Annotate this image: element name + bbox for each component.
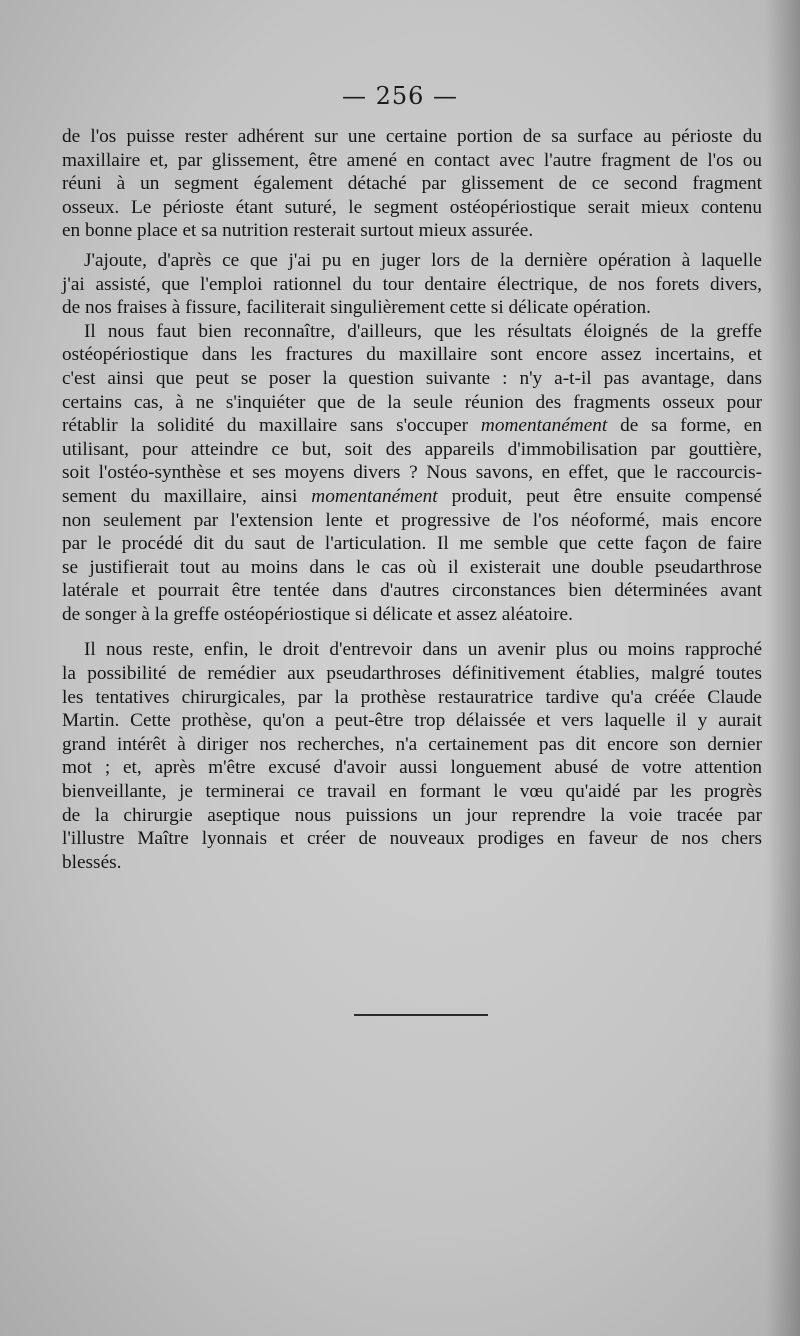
text-line: non seulement par l'extension lente et progressive de l'os néoformé, mais encore — [62, 509, 762, 531]
text-line: certains cas, à ne s'inquiéter que de la seule réunion des fragments osseux pour — [62, 391, 762, 413]
text-line: de l'os puisse rester adhérent sur une certaine portion de sa surface au périoste du — [62, 126, 762, 147]
text-line: maxillaire et, par glissement, être amené en contact avec l'autre fragment de l'os ou — [62, 149, 762, 171]
text-line: en bonne place et sa nutrition resterait surtout mieux assurée. — [62, 220, 534, 242]
text-line: soit l'ostéo-synthèse et ses moyens divers ? Nous savons, en effet, que le raccourcis- — [62, 462, 762, 484]
text-line: c'est ainsi que peut se poser la question suivante : n'y a-t-il pas avantage, dans — [62, 367, 762, 389]
text-line: l'illustre Maître lyonnais et créer de nouveaux prodiges en faveur de nos chers — [62, 828, 762, 850]
page-number: — 256 — — [341, 82, 459, 110]
body-text — [62, 125, 762, 874]
text-line: Martin. Cette prothèse, qu'on a peut-être trop délaissée et vers laquelle il y aurait — [62, 710, 762, 732]
text-line: utilisant, pour atteindre ce but, soit des appareils d'immobilisation par gouttière, — [62, 438, 762, 460]
end-rule — [354, 1014, 488, 1016]
text-line: ostéopériostique dans les fractures du maxillaire sont encore assez incertains, et — [62, 344, 762, 366]
text-line: blessés. — [62, 851, 122, 873]
text-line: bienveillante, je terminerai ce travail en formant le vœu qu'aidé par les progrès — [62, 781, 762, 803]
text-line: rétablir la solidité du maxillaire sans s'occuper momentanément de sa forme, en — [62, 415, 762, 437]
text-line: Il nous faut bien reconnaître, d'ailleurs, que les résultats éloignés de la greffe — [84, 320, 762, 342]
text-line: la possibilité de remédier aux pseudarthroses définitivement établies, malgré toutes — [62, 663, 762, 685]
text-line: se justifierait tout au moins dans le cas où il existerait une double pseudarthrose — [62, 556, 762, 578]
text-line: mot ; et, après m'être excusé d'avoir aussi longuement abusé de votre attention — [62, 757, 762, 779]
text-line: J'ajoute, d'après ce que j'ai pu en juger lors de la dernière opération à laquelle — [84, 249, 762, 271]
text-line: de songer à la greffe ostéopériostique si délicate et assez aléatoire. — [62, 603, 573, 625]
text-line: de la chirurgie aseptique nous puissions un jour reprendre la voie tracée par — [62, 804, 762, 826]
paragraph — [62, 320, 762, 627]
page-edge-shadow — [766, 0, 800, 1336]
paragraph — [62, 125, 762, 243]
text-line: j'ai assisté, que l'emploi rationnel du tour dentaire électrique, de nos forets divers, — [62, 273, 762, 295]
paragraph — [62, 249, 762, 320]
text-line: Il nous reste, enfin, le droit d'entrevoir dans un avenir plus ou moins rapproché — [84, 639, 762, 661]
text-line: réuni à un segment également détaché par glissement de ce second fragment — [62, 173, 762, 195]
text-line: les tentatives chirurgicales, par la prothèse restauratrice tardive qu'a créée Claude — [62, 686, 762, 708]
text-line: sement du maxillaire, ainsi momentanément produit, peut être ensuite compensé — [62, 485, 762, 507]
paragraph — [62, 638, 762, 874]
text-line: grand intérêt à diriger nos recherches, n'a certainement pas dit encore son dernier — [62, 733, 762, 755]
text-line: par le procédé dit du saut de l'articulation. Il me semble que cette façon de faire — [62, 533, 762, 555]
text-line: osseux. Le périoste étant suturé, le segment ostéopériostique serait mieux contenu — [62, 196, 762, 218]
text-line: de nos fraises à fissure, faciliterait singulièrement cette si délicate opération. — [62, 297, 651, 319]
text-line: latérale et pourrait être tentée dans d'autres circonstances bien déterminées avant — [62, 580, 762, 602]
